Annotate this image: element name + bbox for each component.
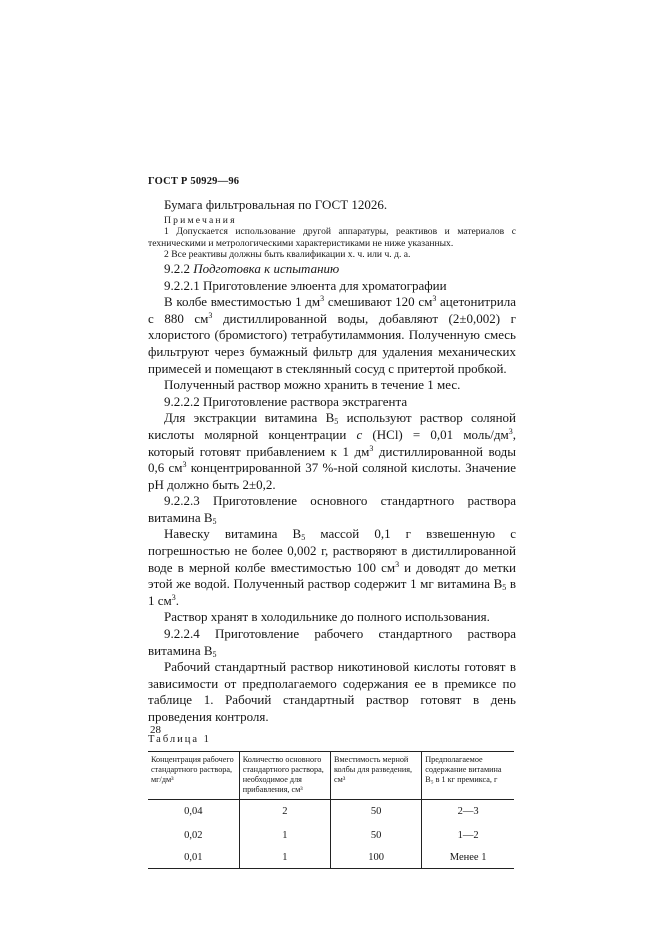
text-run: концентрированной 37 %-ной соляной кислоты. Значение рН должно быть 2±0,2. — [148, 460, 516, 492]
superscript: 3 — [369, 443, 374, 453]
text-run: Навеску витамина В — [164, 526, 302, 542]
text-run: дистиллированной воды, добавляют (2±0,002) г хлористого (бромистого) тетрабутиламмония. Полученную смесь фильтруют через бумажный фильтр для удаления механических примесей и помещают в стеклянный сосуд с притертой пробкой. — [148, 310, 516, 376]
table-header-cell: Вместимость мерной колбы для разведения, см³ — [331, 752, 422, 800]
note-1: 1 Допускается использование другой аппаратуры, реактивов и материалов с техническими и метрологическими характеристиками не ниже указанных. — [148, 226, 516, 249]
text-run: Для экстракции витамина В — [164, 410, 335, 426]
table-header-row — [148, 752, 514, 800]
text-run: и доводят до метки этой же водой. Полученный раствор содержит 1 мг витамина В — [148, 559, 516, 592]
note-2: 2 Все реактивы должны быть квалификации х. ч. или ч. д. а. — [164, 249, 411, 261]
table-cell: 1 — [239, 848, 330, 869]
text-run: c — [356, 426, 363, 442]
text-run: используют раствор соляной кислоты молярной концентрации — [148, 410, 516, 442]
table-cell: 1 — [239, 824, 330, 848]
table-cell: 100 — [331, 848, 422, 869]
section-9-2-2-4-heading — [148, 626, 516, 659]
table-row — [148, 800, 514, 825]
subscript: 5 — [212, 649, 217, 659]
table-header-cell: Количество основного стандартного раствора, необходимое для прибавления, см³ — [239, 752, 330, 800]
subscript: 5 — [334, 417, 339, 427]
section-9-2-2-3-heading — [148, 493, 516, 526]
paragraph-refrigerator: Раствор хранят в холодильнике до полного использования. — [164, 609, 490, 625]
table-header-cell: Предполагаемое содержание витамина В₅ в 1 кг премикса, г — [422, 752, 514, 800]
superscript: 3 — [320, 294, 325, 304]
text-run: В колбе вместимостью 1 дм — [164, 294, 321, 310]
table-cell: 50 — [331, 800, 422, 825]
subscript: 5 — [301, 533, 306, 543]
paragraph-working-solution: Рабочий стандартный раствор никотиновой кислоты готовят в зависимости от предполагаемого содержания ее в премиксе по таблице 1. Рабочий стандартный раствор готовят в день проведения контроля. — [148, 659, 516, 724]
text-run: смешивают 120 см — [324, 294, 433, 310]
table-cell: 2—3 — [422, 800, 514, 825]
paragraph-weighing — [148, 526, 516, 609]
table-cell: 0,04 — [184, 806, 203, 818]
superscript: 3 — [508, 426, 513, 436]
section-number: 9.2.2 — [164, 260, 190, 276]
table-title: Таблица 1 — [148, 733, 211, 745]
text-run: 9.2.2.3 Приготовление основного стандартного раствора витамина В — [148, 493, 516, 525]
superscript: 3 — [182, 460, 187, 470]
paragraph-filter-paper: Бумага фильтровальная по ГОСТ 12026. — [164, 197, 388, 212]
table-cell: 50 — [331, 824, 422, 848]
text-run: (HCl) = 0,01 моль/дм — [362, 426, 509, 442]
table-cell: 0,02 — [184, 830, 203, 842]
text-run: в 1 см — [148, 576, 516, 608]
table-row — [148, 824, 514, 848]
text-run: , который готовят прибавлением к 1 дм — [148, 426, 516, 459]
text-run: . — [175, 592, 179, 608]
subscript: 5 — [212, 516, 217, 526]
table-header-cell: Концентрация рабочего стандартного раствора, мг/дм³ — [148, 752, 239, 800]
table-row — [148, 848, 514, 869]
superscript: 3 — [208, 310, 213, 320]
table-cell: 1—2 — [422, 824, 514, 848]
paragraph-storage: Полученный раствор можно хранить в течение 1 мес. — [164, 377, 461, 393]
text-run: 9.2.2.4 Приготовление рабочего стандартного раствора витамина В — [148, 626, 516, 658]
document-header: ГОСТ Р 50929—96 — [148, 176, 240, 187]
table-cell: Менее 1 — [422, 848, 514, 869]
notes-title: Примечания — [164, 214, 237, 226]
superscript: 3 — [395, 559, 400, 569]
section-9-2-2-heading — [148, 261, 516, 278]
text-run: массой 0,1 г взвешенную с погрешностью не более 0,002 г, растворяют в дистиллированной воде в мерной колбе вместимостью 100 см — [148, 526, 516, 575]
table-cell: 2 — [239, 800, 330, 825]
section-9-2-2-1-heading: 9.2.2.1 Приготовление элюента для хроматографии — [164, 277, 447, 293]
superscript: 3 — [171, 592, 176, 602]
text-run: ацетонитрила с 880 см — [148, 294, 516, 326]
text-run: дистиллированной воды 0,6 см — [148, 443, 517, 476]
paragraph-eluent — [148, 294, 516, 377]
table-cell: 0,01 — [148, 848, 239, 869]
paragraph-extractant — [148, 410, 516, 493]
section-9-2-2-2-heading: 9.2.2.2 Приготовление раствора экстрагента — [164, 393, 408, 409]
page-number: 28 — [150, 724, 161, 736]
section-title: Подготовка к испытанию — [193, 260, 340, 276]
data-table — [148, 751, 514, 869]
subscript: 5 — [502, 583, 507, 593]
document-body — [148, 197, 516, 869]
superscript: 3 — [432, 294, 437, 304]
